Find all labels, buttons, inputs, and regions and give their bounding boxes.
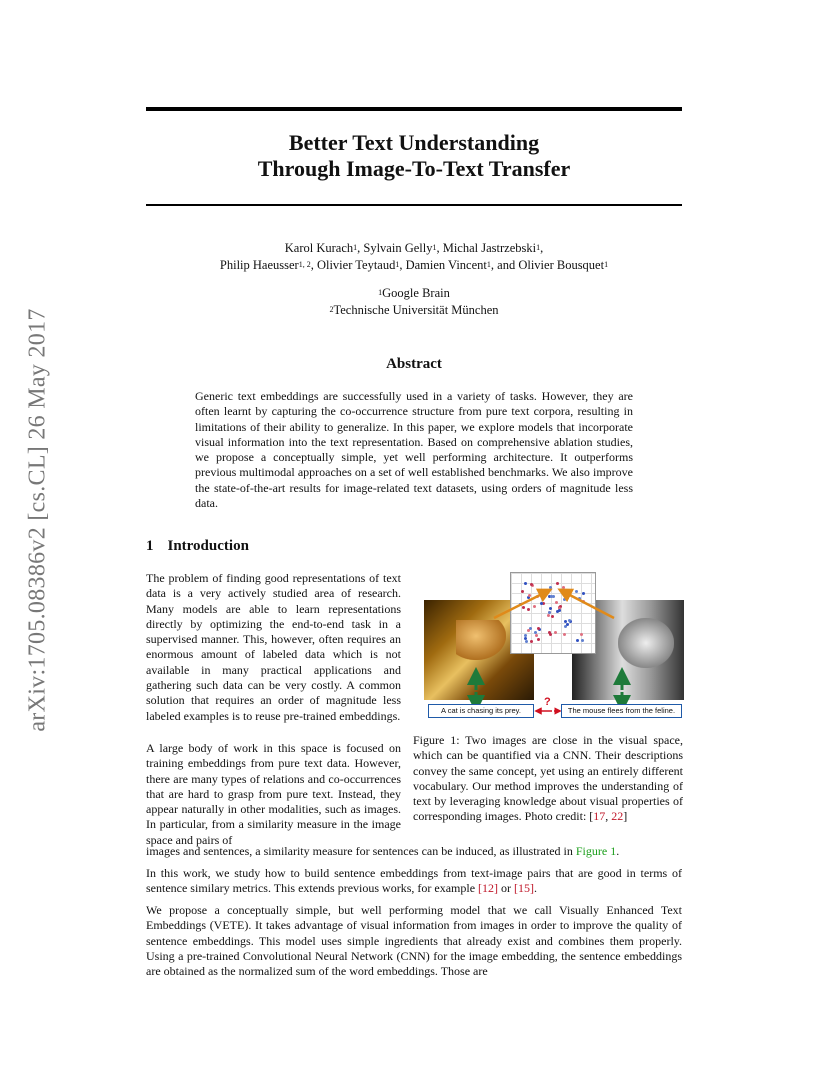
paragraph-4: We propose a conceptually simple, but well performing model that we call Visually Enhanced Text Embeddings (VETE). It takes advantage of visual information from images in order to improve the quality of sentence embeddings. This model uses simple ingredients that already exist and combines them properly. Using a pre-trained Convolutional Neural Network (CNN) for the image embedding, the sentence embeddings are obtained as the normalized sum of the word embeddings. Those are bbox=[146, 903, 682, 979]
affil-sup: 1 bbox=[378, 288, 383, 297]
paragraph-3: In this work, we study how to build sentence embeddings from text-image pairs that are good in terms of sentence similary metrics. This extends previous works, for example [12] or [15]. bbox=[146, 866, 682, 896]
caption-box-right: The mouse flees from the feline. bbox=[561, 704, 682, 718]
author: Sylvain Gelly bbox=[363, 241, 433, 255]
section-heading bbox=[146, 538, 249, 555]
and-word: and bbox=[497, 258, 516, 272]
figure-1 bbox=[424, 570, 684, 720]
arxiv-identifier: arXiv:1705.08386v2 [cs.CL] 26 May 2017 bbox=[24, 308, 51, 732]
affil-sup: 1 bbox=[395, 260, 400, 269]
figure-arrows bbox=[424, 570, 684, 720]
affil-sup: 1 bbox=[353, 243, 358, 252]
question-mark: ? bbox=[544, 696, 551, 708]
affiliations bbox=[146, 285, 682, 319]
orange-arrow-left bbox=[494, 592, 546, 618]
paragraph-2-text: images and sentences, a similarity measure for sentences can be induced, as illustrated in bbox=[146, 844, 573, 858]
caption-text: Figure 1: Two images are close in the visual space, which can be quantified via a CNN. Their descriptions convey the same concept, yet using an entirely different vocabulary. Our method improves the understanding of text by leveraging knowledge about visual properties of corresponding images. Photo credit: bbox=[413, 733, 683, 824]
top-rule bbox=[146, 107, 682, 111]
orange-arrow-right bbox=[564, 592, 614, 618]
affil-sup: 2 bbox=[329, 305, 334, 314]
paragraph-1: The problem of finding good representations of text data is a very actively studied area of research. Many models are able to learn representations directly by optimizing the end-to-end task in a supervised manner. This, however, often requires an enormous amount of labeled data which is not available in many practical applications and gathering such data can be very costly. A common solution that requires an order of magnitude less labeled examples is to reuse pre-trained embeddings. bbox=[146, 571, 401, 723]
citation-link[interactable]: 17 bbox=[593, 809, 606, 824]
caption-box-left: A cat is chasing its prey. bbox=[428, 704, 534, 718]
figure-1-link[interactable]: Figure 1 bbox=[575, 844, 617, 858]
figure-1-caption: Figure 1: Two images are close in the visual space, which can be quantified via a CNN. Their descriptions convey the same concept, yet using an entirely different vocabulary. Our method improves the understanding of text by leveraging knowledge about visual properties of corresponding images. Photo credit: [17, 22] bbox=[413, 733, 683, 824]
abstract-heading: Abstract bbox=[386, 356, 442, 372]
affil-sup: 1 bbox=[604, 260, 609, 269]
title-line-2: Through Image-To-Text Transfer bbox=[257, 156, 571, 181]
arxiv-sidebar bbox=[18, 280, 58, 760]
affil-sup: 1 bbox=[432, 243, 437, 252]
paragraph-2-full: images and sentences, a similarity measure for sentences can be induced, as illustrated in Figure 1. bbox=[146, 844, 620, 858]
author: Olivier Bousquet bbox=[518, 258, 605, 272]
author: Philip Haeusser bbox=[219, 258, 299, 272]
section-number: 1 bbox=[146, 538, 154, 554]
affil-sup: 1 bbox=[536, 243, 541, 252]
author: Olivier Teytaud bbox=[316, 258, 396, 272]
paragraph-2-column: A large body of work in this space is focused on training embeddings from pure text data. However, there are many types of relations and co-occurrences that are hard to grasp from pure text. Instead, they appear naturally in other modalities, such as images. In particular, from a similarity measure in the image space and pairs of bbox=[146, 741, 401, 847]
title-bottom-rule bbox=[146, 204, 682, 206]
author-list: Karol Kurach$^1$, Sylvain Gelly$^1$, Michal Jastrzebski$^1$, Philip Haeusser$^{1, 2}$, Olivier Teytaud$^1$, Damien Vincent$^1$, and Olivier Bousquet$^1$ bbox=[219, 241, 609, 272]
author: Michal Jastrzebski bbox=[442, 241, 537, 255]
section-title: Introduction bbox=[167, 538, 249, 554]
author: Karol Kurach bbox=[284, 241, 354, 255]
title-line-1: Better Text Understanding bbox=[288, 130, 540, 155]
affil-sup: 1 bbox=[486, 260, 491, 269]
paragraph-3-text: In this work, we study how to build sentence embeddings from text-image pairs that are good in terms of sentence similary metrics. This extends previous works, for example bbox=[146, 866, 682, 896]
paper-title bbox=[146, 130, 682, 182]
affil-sup: 1, 2 bbox=[298, 260, 311, 269]
citation-link[interactable]: [12] bbox=[478, 881, 499, 896]
or-word: or bbox=[501, 881, 512, 896]
affiliation: Google Brain bbox=[382, 286, 450, 300]
citation-link[interactable]: [15] bbox=[514, 881, 535, 896]
affiliation: Technische Universität München bbox=[333, 303, 499, 317]
abstract-text: Generic text embeddings are successfully used in a variety of tasks. However, they are often learnt by capturing the co-occurrence structure from pure text corpora, resulting in limitations of their ability to generalize. In this paper, we explore models that incorporate visual information into the text representation. Based on comprehensive ablation studies, we propose a conceptually simple, yet well performing architecture. It outperforms previous multimodal approaches on a set of well established benchmarks. We also improve the state-of-the-art results for image-related text datasets, using orders of magnitude less data. bbox=[195, 389, 633, 511]
author: Damien Vincent bbox=[405, 258, 487, 272]
citation-link[interactable]: 22 bbox=[611, 809, 624, 824]
